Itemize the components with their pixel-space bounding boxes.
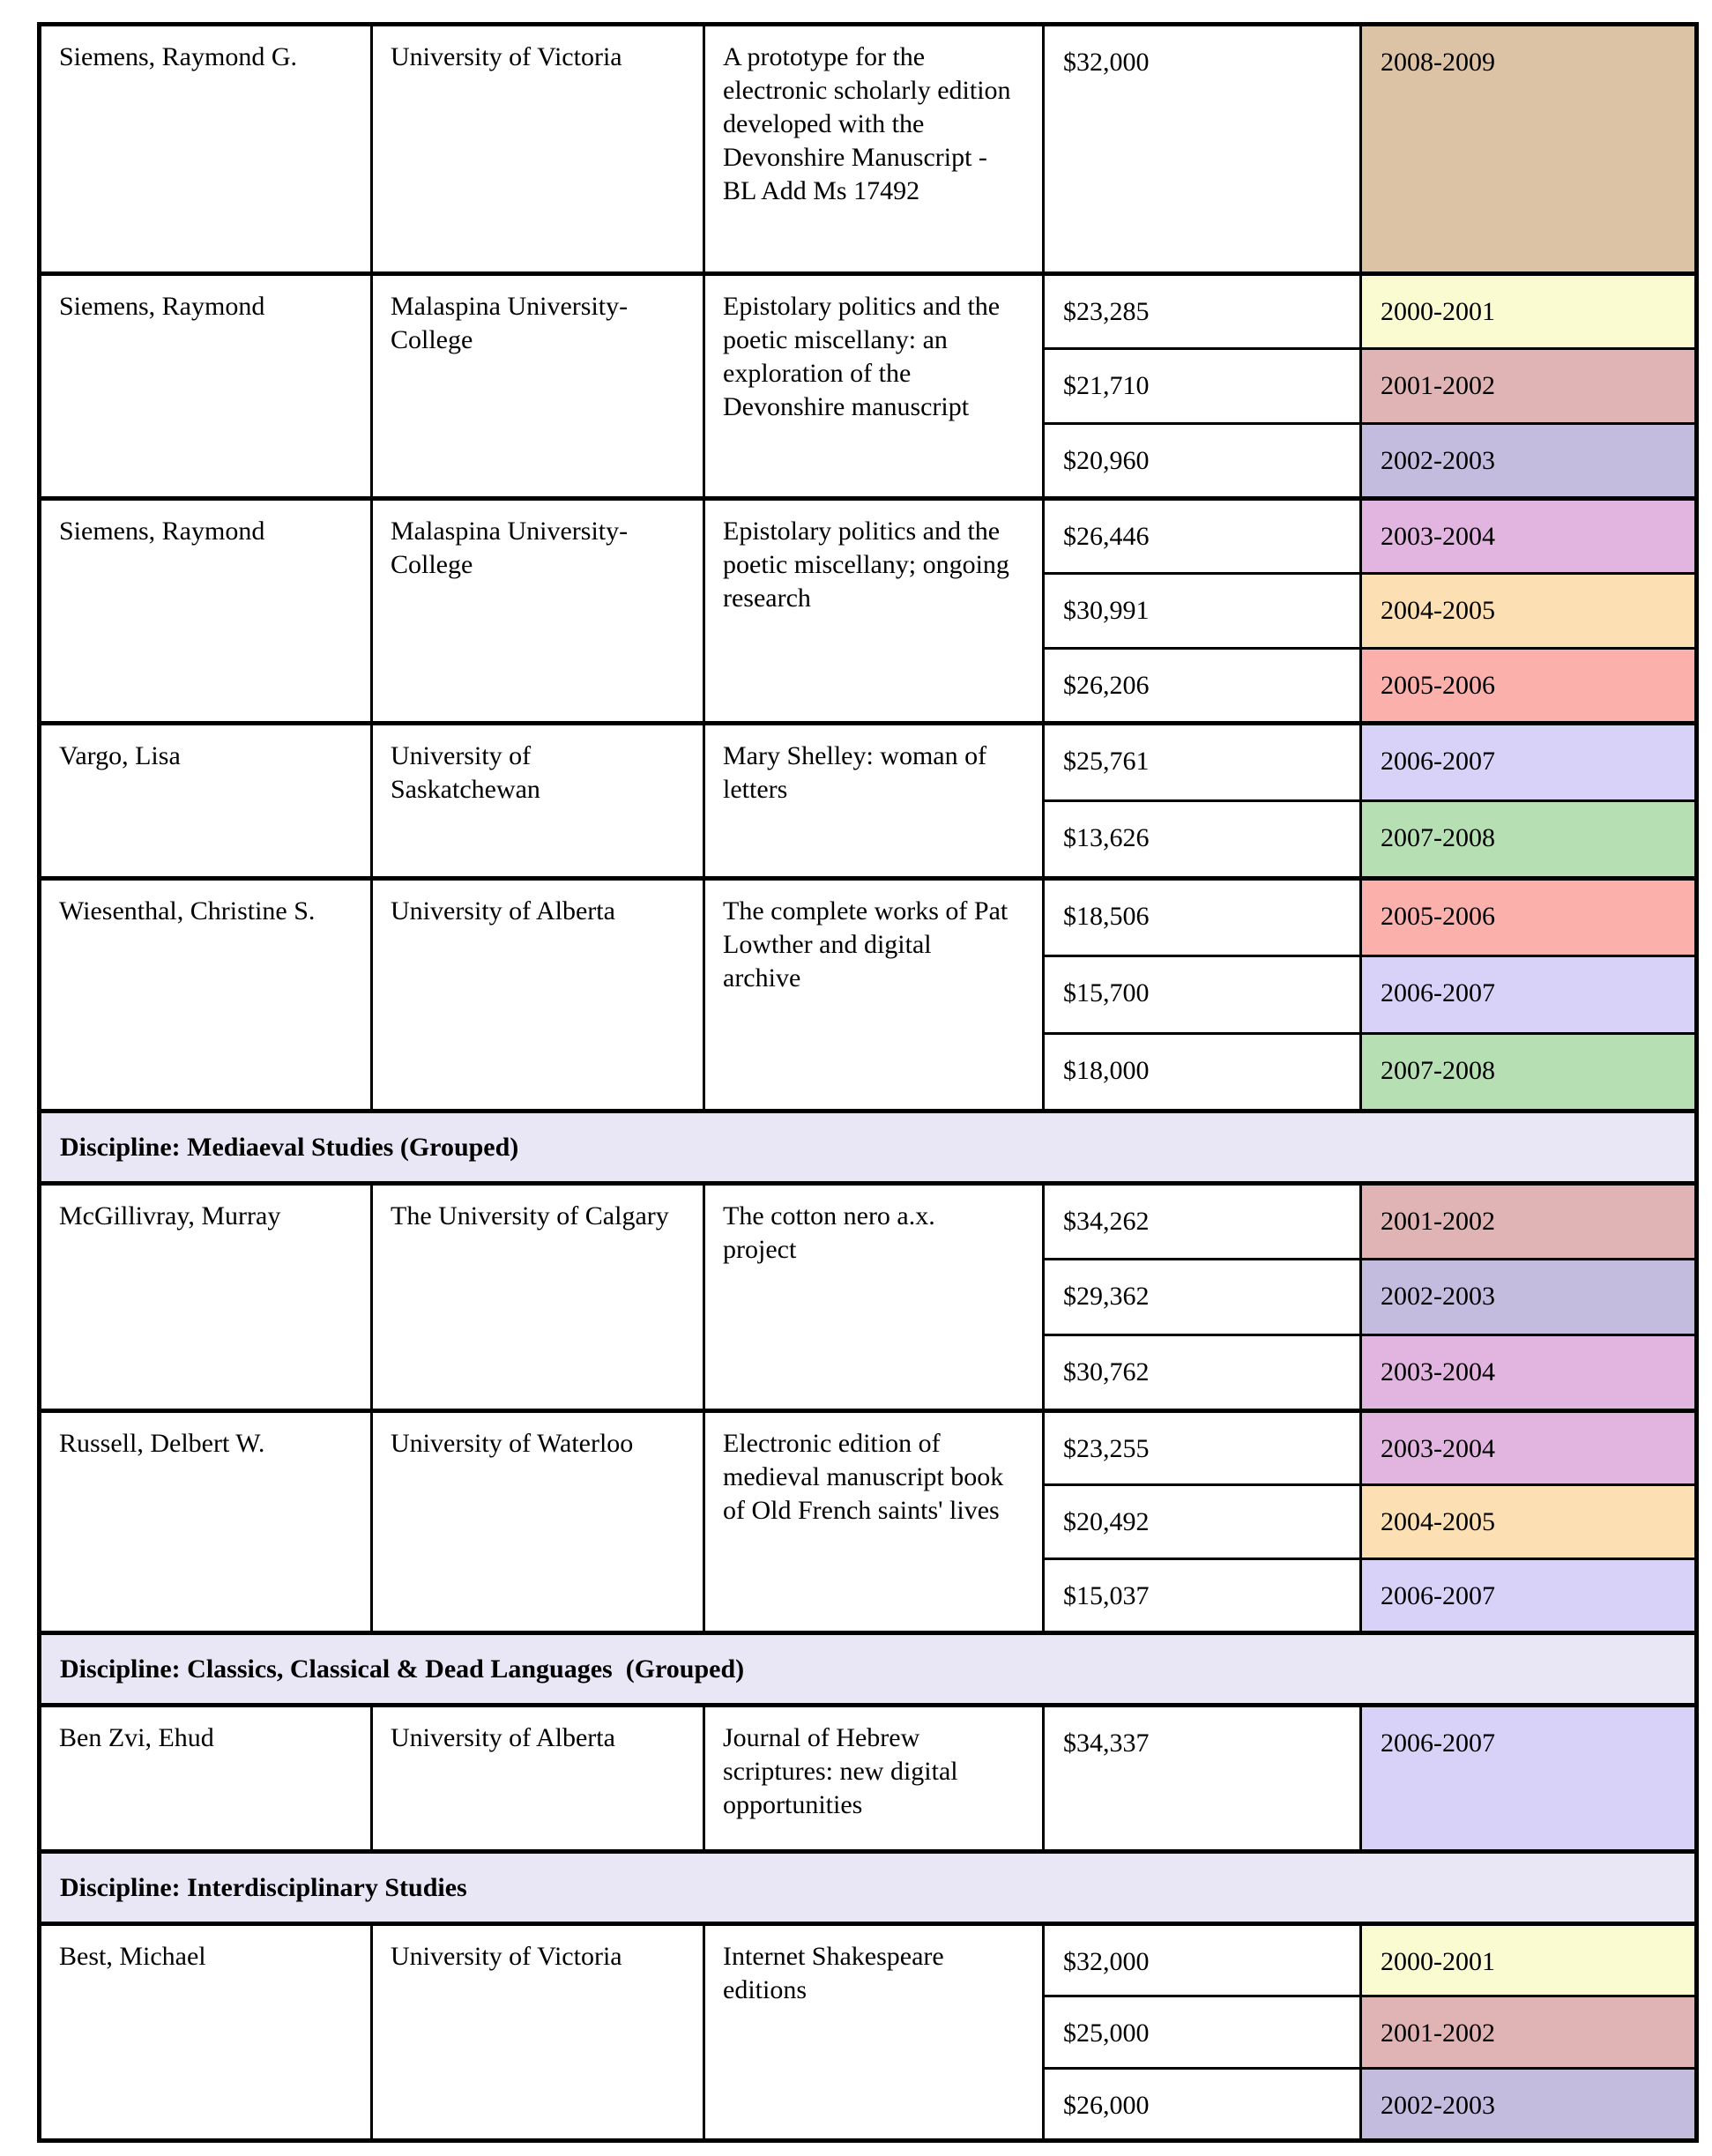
university-cell: University of Victoria (372, 1924, 704, 2141)
grant-funding-row (40, 1924, 1697, 1996)
fiscal-year-cell: 2000-2001 (1361, 1924, 1697, 1996)
fiscal-year-cell: 2002-2003 (1361, 424, 1697, 499)
university-cell: University of Saskatchewan (372, 724, 704, 879)
amount-cell: $26,206 (1044, 649, 1361, 724)
university-cell: Malaspina University-College (372, 274, 704, 499)
amount-cell: $23,285 (1044, 274, 1361, 349)
discipline-section-header: Discipline: Classics, Classical & Dead Languages (Grouped) (40, 1633, 1697, 1706)
fiscal-year-cell: 2006-2007 (1361, 956, 1697, 1034)
recipient-name-cell: Ben Zvi, Ehud (40, 1706, 372, 1852)
project-title-cell: Journal of Hebrew scriptures: new digital opportunities (704, 1706, 1044, 1852)
amount-cell: $20,960 (1044, 424, 1361, 499)
project-title-cell: The cotton nero a.x. project (704, 1184, 1044, 1411)
fiscal-year-cell: 2008-2009 (1361, 25, 1697, 274)
discipline-section-row (40, 1111, 1697, 1184)
amount-cell: $32,000 (1044, 1924, 1361, 1996)
recipient-name-cell: Best, Michael (40, 1924, 372, 2141)
project-title-cell: Epistolary politics and the poetic miscellany: an exploration of the Devonshire manuscript (704, 274, 1044, 499)
recipient-name-cell: McGillivray, Murray (40, 1184, 372, 1411)
fiscal-year-cell: 2003-2004 (1361, 499, 1697, 574)
recipient-name-cell: Vargo, Lisa (40, 724, 372, 879)
project-title-cell: The complete works of Pat Lowther and digital archive (704, 879, 1044, 1111)
amount-cell: $26,446 (1044, 499, 1361, 574)
amount-cell: $20,492 (1044, 1485, 1361, 1559)
amount-cell: $26,000 (1044, 2069, 1361, 2141)
project-title-cell: A prototype for the electronic scholarly edition developed with the Devonshire Manuscript - BL Add Ms 17492 (704, 25, 1044, 274)
discipline-section-row (40, 1852, 1697, 1924)
grants-table-body (40, 25, 1697, 2141)
amount-cell: $13,626 (1044, 801, 1361, 879)
recipient-name-cell: Siemens, Raymond (40, 274, 372, 499)
project-title-cell: Internet Shakespeare editions (704, 1924, 1044, 2141)
amount-cell: $18,000 (1044, 1034, 1361, 1111)
university-cell: University of Alberta (372, 1706, 704, 1852)
project-title-cell: Epistolary politics and the poetic miscellany; ongoing research (704, 499, 1044, 724)
fiscal-year-cell: 2002-2003 (1361, 2069, 1697, 2141)
university-cell: University of Waterloo (372, 1411, 704, 1633)
fiscal-year-cell: 2003-2004 (1361, 1335, 1697, 1411)
university-cell: University of Alberta (372, 879, 704, 1111)
amount-cell: $29,362 (1044, 1260, 1361, 1335)
university-cell: Malaspina University-College (372, 499, 704, 724)
fiscal-year-cell: 2001-2002 (1361, 1184, 1697, 1260)
amount-cell: $25,000 (1044, 1996, 1361, 2069)
recipient-name-cell: Russell, Delbert W. (40, 1411, 372, 1633)
amount-cell: $15,700 (1044, 956, 1361, 1034)
grant-funding-row (40, 879, 1697, 956)
grant-funding-row (40, 25, 1697, 274)
amount-cell: $25,761 (1044, 724, 1361, 801)
university-cell: The University of Calgary (372, 1184, 704, 1411)
fiscal-year-cell: 2007-2008 (1361, 801, 1697, 879)
grant-funding-row (40, 724, 1697, 801)
discipline-section-header: Discipline: Mediaeval Studies (Grouped) (40, 1111, 1697, 1184)
fiscal-year-cell: 2003-2004 (1361, 1411, 1697, 1485)
project-title-cell: Mary Shelley: woman of letters (704, 724, 1044, 879)
grant-funding-row (40, 1184, 1697, 1260)
amount-cell: $15,037 (1044, 1559, 1361, 1633)
amount-cell: $30,991 (1044, 574, 1361, 649)
fiscal-year-cell: 2000-2001 (1361, 274, 1697, 349)
amount-cell: $32,000 (1044, 25, 1361, 274)
fiscal-year-cell: 2007-2008 (1361, 1034, 1697, 1111)
grant-funding-row (40, 1706, 1697, 1852)
fiscal-year-cell: 2004-2005 (1361, 574, 1697, 649)
university-cell: University of Victoria (372, 25, 704, 274)
amount-cell: $23,255 (1044, 1411, 1361, 1485)
fiscal-year-cell: 2001-2002 (1361, 349, 1697, 424)
amount-cell: $30,762 (1044, 1335, 1361, 1411)
recipient-name-cell: Siemens, Raymond (40, 499, 372, 724)
grant-funding-row (40, 1411, 1697, 1485)
discipline-section-header: Discipline: Interdisciplinary Studies (40, 1852, 1697, 1924)
fiscal-year-cell: 2005-2006 (1361, 649, 1697, 724)
fiscal-year-cell: 2006-2007 (1361, 1706, 1697, 1852)
discipline-section-row (40, 1633, 1697, 1706)
grant-funding-row (40, 274, 1697, 349)
project-title-cell: Electronic edition of medieval manuscript book of Old French saints' lives (704, 1411, 1044, 1633)
amount-cell: $21,710 (1044, 349, 1361, 424)
fiscal-year-cell: 2001-2002 (1361, 1996, 1697, 2069)
amount-cell: $18,506 (1044, 879, 1361, 956)
recipient-name-cell: Wiesenthal, Christine S. (40, 879, 372, 1111)
amount-cell: $34,262 (1044, 1184, 1361, 1260)
fiscal-year-cell: 2004-2005 (1361, 1485, 1697, 1559)
fiscal-year-cell: 2005-2006 (1361, 879, 1697, 956)
amount-cell: $34,337 (1044, 1706, 1361, 1852)
fiscal-year-cell: 2006-2007 (1361, 724, 1697, 801)
fiscal-year-cell: 2002-2003 (1361, 1260, 1697, 1335)
recipient-name-cell: Siemens, Raymond G. (40, 25, 372, 274)
grant-funding-row (40, 499, 1697, 574)
grants-table (37, 22, 1699, 2143)
fiscal-year-cell: 2006-2007 (1361, 1559, 1697, 1633)
